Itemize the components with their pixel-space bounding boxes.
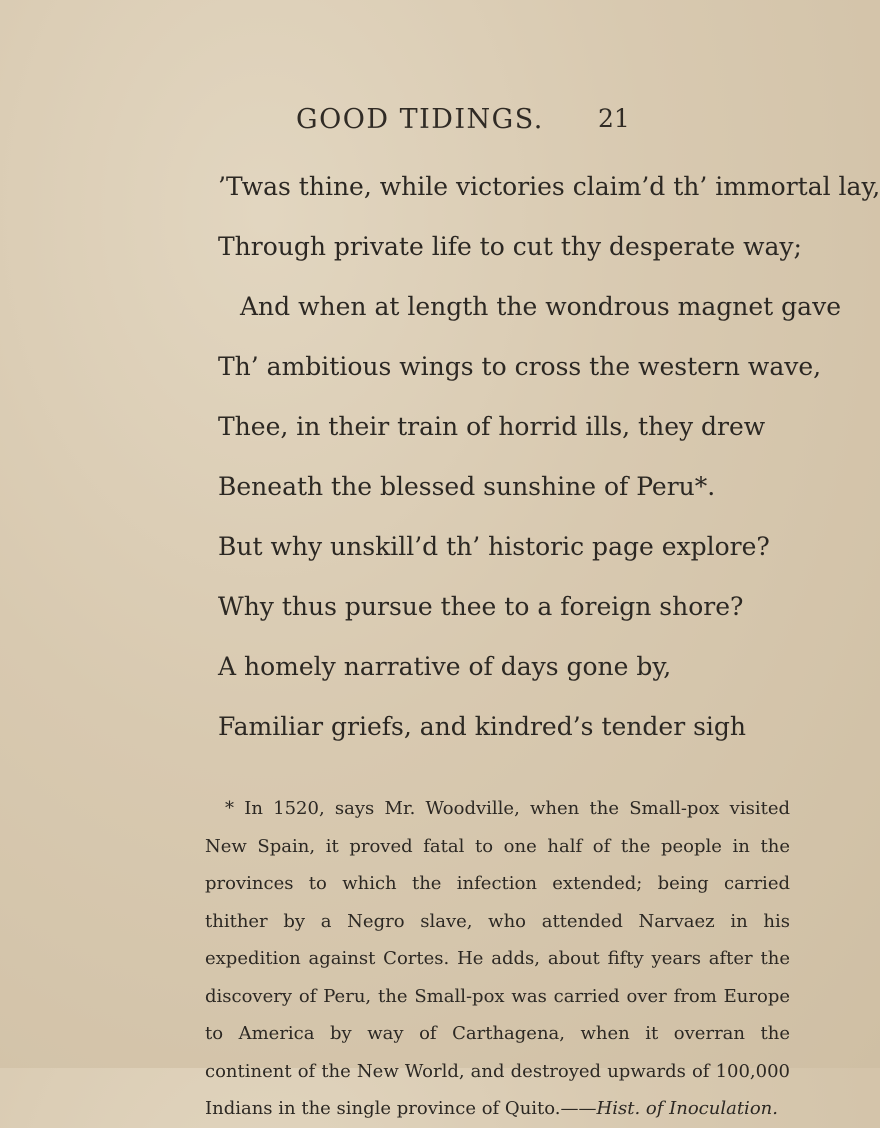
page-number: 21 [598, 104, 630, 133]
verse-line: Beneath the blessed sunshine of Peru*. [218, 472, 716, 501]
verse-line: Through private life to cut thy desperate way; [218, 232, 802, 261]
verse-line: And when at length the wondrous magnet gave [240, 292, 841, 321]
footnote-text: * In 1520, says Mr. Woodville, when the Small-pox visited New Spain, it proved fatal to one half of the people in the provinces to which the infection extended; being carried thither by a Negro slave, who attended Narvaez in his expedition against Cortes. He adds, about fifty years after the discovery of Peru, the Small-pox was carried over from Europe to America by way of Carthagena, when it overran the continent of the New World, and destroyed upwards of 100,000 Indians in the single province of Quito.—— [205, 798, 790, 1119]
verse-line: Thee, in their train of horrid ills, they drew [218, 412, 766, 441]
verse-line: Why thus pursue thee to a foreign shore? [218, 592, 744, 621]
footnote-source: Hist. of Inoculation. [596, 1098, 778, 1119]
verse-line: Familiar griefs, and kindred’s tender sigh [218, 712, 747, 741]
running-head [0, 104, 800, 144]
page-title: GOOD TIDINGS. [296, 104, 544, 135]
verse-line: A homely narrative of days gone by, [218, 652, 672, 681]
verse-line: Th’ ambitious wings to cross the western wave, [218, 352, 822, 381]
verse-line: But why unskill’d th’ historic page explore? [218, 532, 770, 561]
footnote [205, 790, 790, 1128]
verse-line: ’Twas thine, while victories claim’d th’ immortal lay, [218, 172, 880, 201]
